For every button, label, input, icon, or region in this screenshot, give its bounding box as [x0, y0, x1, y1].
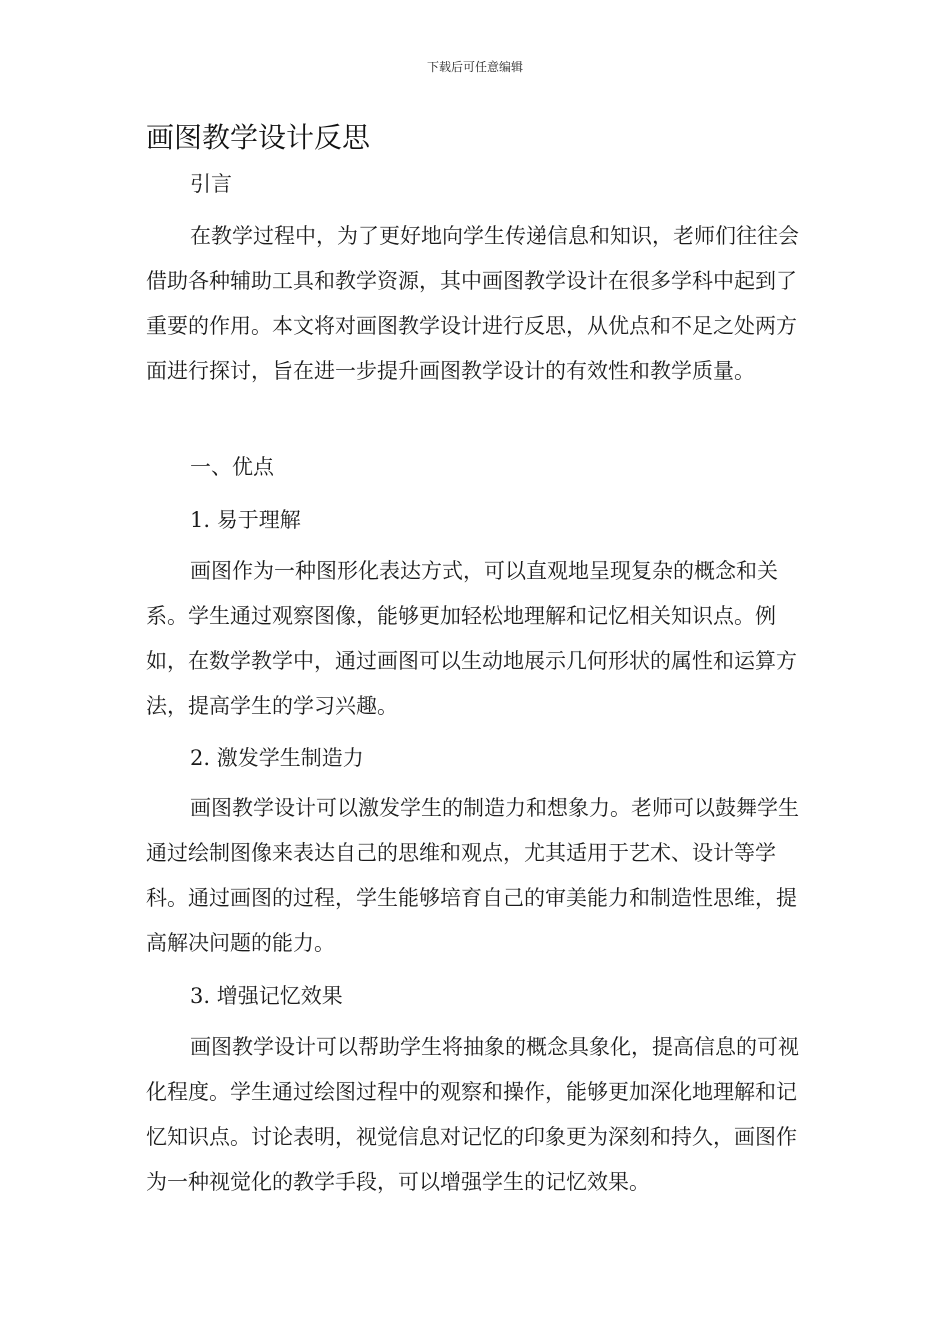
document-title: 画图教学设计反思	[146, 121, 371, 154]
item3-paragraph: 画图教学设计可以帮助学生将抽象的概念具象化，提高信息的可视化程度。学生通过绘图过程中的观察和操作，能够更加深化地理解和记忆知识点。讨论表明，视觉信息对记忆的印象更为深刻和持久，画图作为一种视觉化的教学手段，可以增强学生的记忆效果。	[146, 1035, 799, 1194]
item1-heading: 1. 易于理解	[190, 508, 301, 532]
intro-heading: 引言	[190, 172, 232, 196]
item2-heading: 2. 激发学生制造力	[190, 746, 364, 770]
item1-paragraph: 画图作为一种图形化表达方式，可以直观地呈现复杂的概念和关系。学生通过观察图像，能够更加轻松地理解和记忆相关知识点。例如，在数学教学中，通过画图可以生动地展示几何形状的属性和运算方法，提高学生的学习兴趣。	[146, 559, 797, 718]
header-note: 下载后可任意编辑	[426, 60, 523, 74]
advantages-heading: 一、优点	[190, 455, 274, 479]
item2-paragraph: 画图教学设计可以激发学生的制造力和想象力。老师可以鼓舞学生通过绘制图像来表达自己的思维和观点，尤其适用于艺术、设计等学科。通过画图的过程，学生能够培育自己的审美能力和制造性思维，提高解决问题的能力。	[146, 796, 799, 955]
intro-paragraph: 在教学过程中，为了更好地向学生传递信息和知识，老师们往往会借助各种辅助工具和教学资源，其中画图教学设计在很多学科中起到了重要的作用。本文将对画图教学设计进行反思，从优点和不足之处两方面进行探讨，旨在进一步提升画图教学设计的有效性和教学质量。	[146, 224, 799, 383]
item3-heading: 3. 增强记忆效果	[190, 984, 343, 1008]
